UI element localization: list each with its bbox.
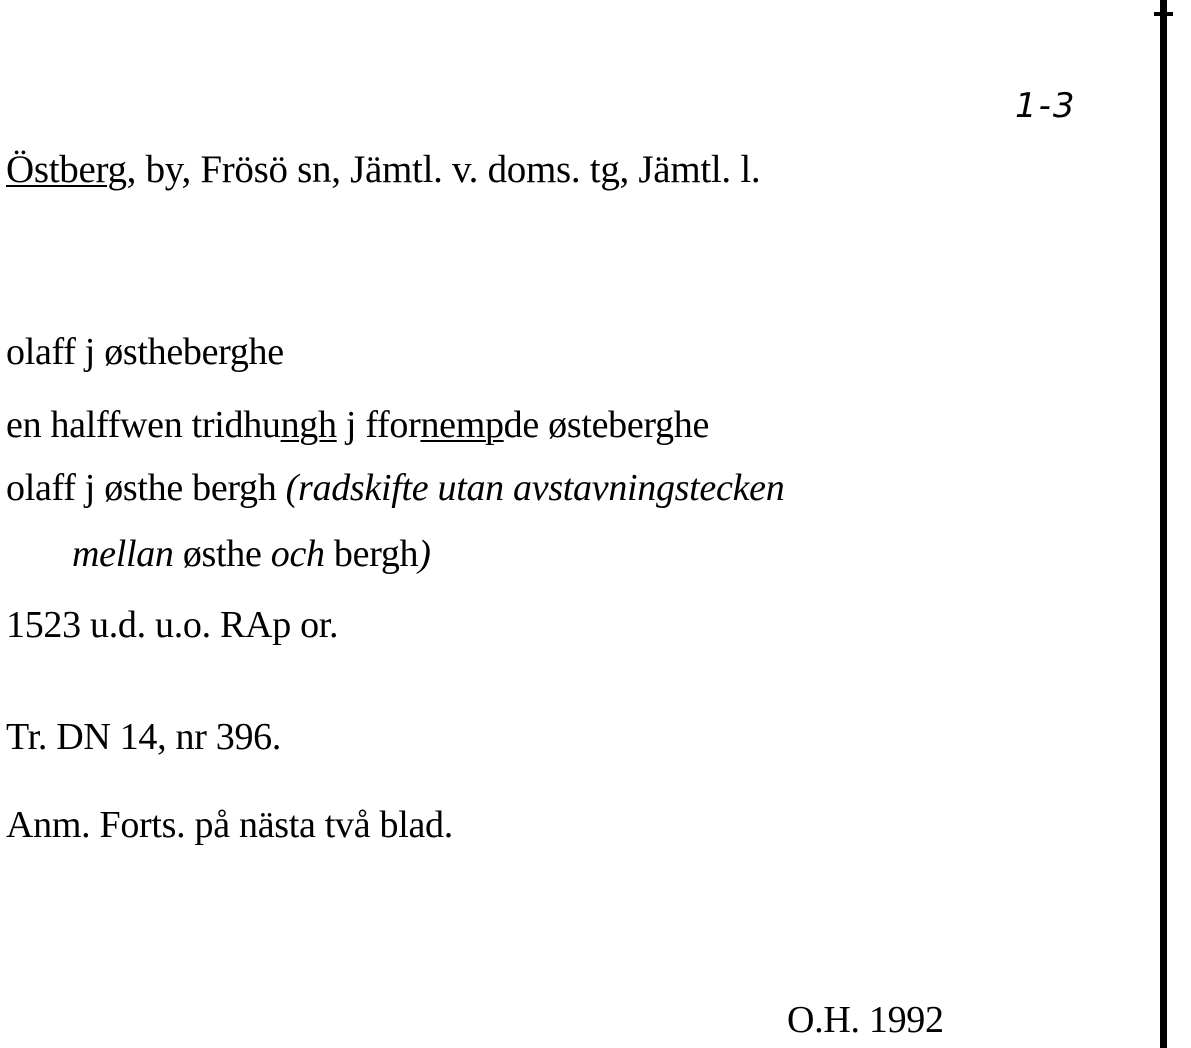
form-line-4-note-3: ) [418,533,431,575]
print-reference: Tr. DN 14, nr 396. [6,716,282,758]
form-line-2-part-3: j ffor [336,404,421,446]
form-line-2 [6,403,709,447]
signature: O.H. 1992 [787,999,944,1041]
form-line-2-abbrev-2: nemp [420,404,504,446]
form-line-4-note-2: och [270,533,334,575]
form-line-1: olaff j østheberghe [6,331,284,373]
card-edge-tick [1154,12,1173,16]
form-line-3 [6,466,784,510]
form-line-3-note: (radskifte utan avstavningstecken [285,467,785,509]
form-line-2-part-1: en halffwen tridhu [6,404,281,446]
page-mark: 1-3 [1015,86,1077,126]
form-line-2-part-5: de østeberghe [503,404,710,446]
date-source-line: 1523 u.d. u.o. RAp or. [6,604,339,646]
form-line-4-text-1: østhe [182,533,271,575]
form-line-2-abbrev-1: ngh [280,404,337,446]
form-line-4 [72,532,431,576]
place-description: , by, Frösö sn, Jämtl. v. doms. tg, Jämtl. l. [126,148,761,191]
form-line-3-text: olaff j østhe bergh [6,467,286,509]
remark-line: Anm. Forts. på nästa två blad. [6,804,453,846]
place-name: Östberg [6,148,127,191]
form-line-4-text-2: bergh [333,533,419,575]
form-line-4-note-1: mellan [72,533,183,575]
card-edge-rule [1160,0,1167,1048]
card-heading [6,148,760,192]
